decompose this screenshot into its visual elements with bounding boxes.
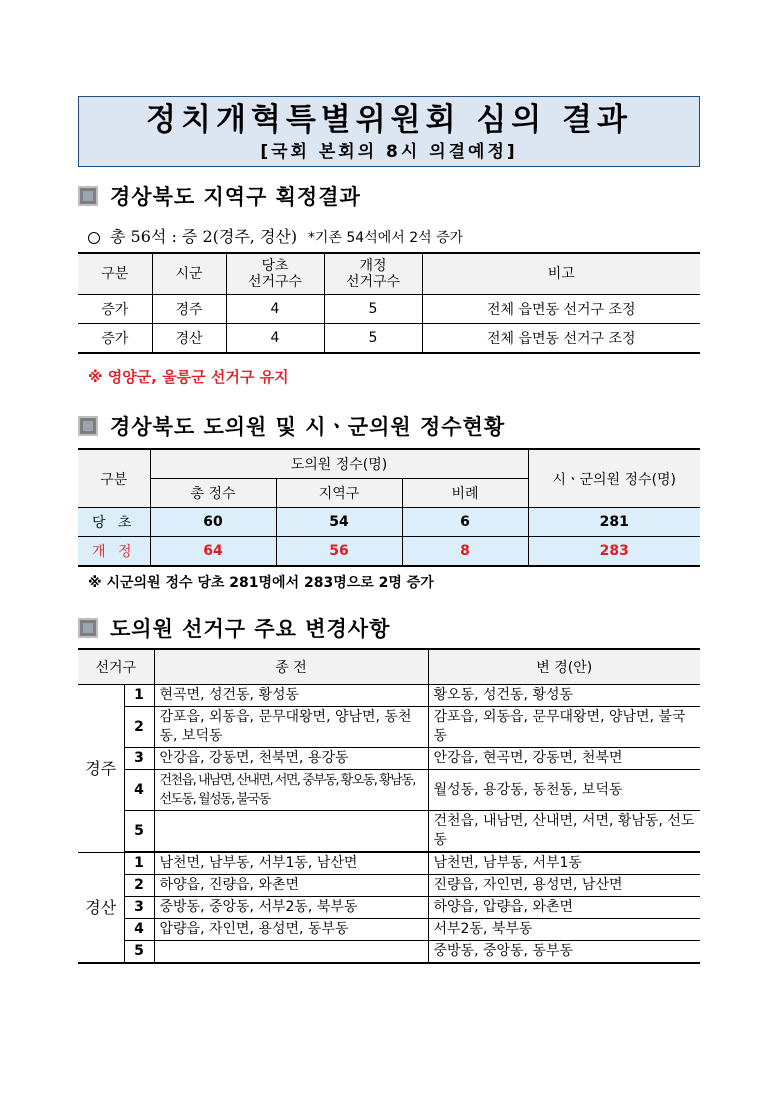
table-row [78,770,700,811]
table-cell: 8 [402,537,528,567]
table-cell: 4 [226,295,324,324]
before-cell: 중방동, 중앙동, 서부2동, 북부동 [154,897,428,919]
section1-heading [78,182,361,210]
table-row [78,919,700,941]
table-cell: 전체 읍면동 선거구 조정 [422,324,700,354]
table-cell: 5 [324,295,422,324]
after-cell: 건천읍, 내남면, 산내면, 서면, 황남동, 선도동 [428,811,700,853]
table-header-row [78,253,700,295]
square-bullet-icon [78,416,98,436]
district-name: 경산 [78,852,124,963]
district-number: 4 [124,919,154,941]
after-cell: 하양읍, 압량읍, 와촌면 [428,897,700,919]
district-number: 2 [124,875,154,897]
table-row [78,897,700,919]
table-row [78,941,700,964]
header-cell: 지역구 [276,479,402,508]
table-row [78,324,700,354]
table-header-row [78,449,700,479]
table-row [78,508,700,537]
section1-summary [88,224,463,247]
table-header-row [78,649,700,685]
header-cell: 종 전 [154,649,428,685]
table-cell: 경산 [152,324,226,354]
summary-note: *기존 54석에서 2석 증가 [307,230,464,246]
header-cell: 도의원 정수(명) [150,449,528,479]
district-number: 1 [124,852,154,875]
header-cell: 구분 [78,449,150,508]
header-cell: 선거구 [78,649,154,685]
district-number: 3 [124,897,154,919]
table-row [78,295,700,324]
before-cell: 안강읍, 강동면, 천북면, 용강동 [154,748,428,770]
after-cell: 월성동, 용강동, 동천동, 보덕동 [428,770,700,811]
district-name: 경주 [78,685,124,853]
district-number: 4 [124,770,154,811]
district-number: 2 [124,707,154,748]
page-subtitle: [국회 본회의 8시 의결예정] [260,142,518,162]
section1-title: 경상북도 지역구 획정결과 [110,185,361,209]
before-cell: 현곡면, 성건동, 황성동 [154,685,428,707]
table-cell: 56 [276,537,402,567]
district-number: 5 [124,941,154,964]
table-cell: 증가 [78,295,152,324]
before-cell: 남천면, 남부동, 서부1동, 남산면 [154,852,428,875]
after-cell: 서부2동, 북부동 [428,919,700,941]
header-cell: 당초 선거구수 [226,253,324,295]
section2-heading [78,412,505,440]
header-cell: 시ㆍ군의원 정수(명) [528,449,700,508]
header-cell: 개정 선거구수 [324,253,422,295]
table-cell: 경주 [152,295,226,324]
table-row [78,875,700,897]
table-row [78,707,700,748]
page-title: 정치개혁특별위원회 심의 결과 [146,102,632,138]
table-row [78,537,700,567]
header-cell: 비례 [402,479,528,508]
square-bullet-icon [78,186,98,206]
circle-bullet-icon [88,232,100,244]
table-cell: 283 [528,537,700,567]
after-cell: 감포읍, 외동읍, 문무대왕면, 양남면, 불국동 [428,707,700,748]
table-cell: 5 [324,324,422,354]
header-cell: 시군 [152,253,226,295]
table-cell: 64 [150,537,276,567]
section2-title: 경상북도 도의원 및 시ㆍ군의원 정수현황 [110,415,506,439]
before-cell [154,941,428,964]
table-row [78,811,700,853]
before-cell: 압량읍, 자인면, 용성면, 동부동 [154,919,428,941]
district-number: 1 [124,685,154,707]
section3-heading [78,614,390,642]
table-row [78,685,700,707]
table-cell: 281 [528,508,700,537]
row-label: 개 정 [78,537,150,567]
after-cell: 진량읍, 자인면, 용성면, 남산면 [428,875,700,897]
table-cell: 60 [150,508,276,537]
table-cell: 증가 [78,324,152,354]
row-label: 당 초 [78,508,150,537]
before-cell: 건천읍, 내남면, 산내면, 서면, 중부동, 황오동, 황남동, 선도동, 월성동, 불국동 [154,770,428,811]
table-row [78,852,700,875]
header-cell: 총 정수 [150,479,276,508]
header-cell: 구분 [78,253,152,295]
council-quota-table [78,448,700,567]
section3-title: 도의원 선거구 주요 변경사항 [110,617,391,641]
header-cell: 변 경(안) [428,649,700,685]
after-cell: 남천면, 남부동, 서부1동 [428,852,700,875]
square-bullet-icon [78,618,98,638]
section2-note: ※ 시군의원 정수 당초 281명에서 283명으로 2명 증가 [88,575,434,591]
after-cell: 황오동, 성건동, 황성동 [428,685,700,707]
header-cell: 비고 [422,253,700,295]
before-cell: 감포읍, 외동읍, 문무대왕면, 양남면, 동천동, 보덕동 [154,707,428,748]
table-cell: 전체 읍면동 선거구 조정 [422,295,700,324]
after-cell: 중방동, 중앙동, 동부동 [428,941,700,964]
summary-text: 총 56석 : 증 2(경주, 경산) [110,227,298,246]
before-cell [154,811,428,853]
before-cell: 하양읍, 진량읍, 와촌면 [154,875,428,897]
district-number: 5 [124,811,154,853]
section1-note: ※ 영양군, 울릉군 선거구 유지 [88,368,289,386]
table-cell: 6 [402,508,528,537]
table-cell: 4 [226,324,324,354]
table-row [78,748,700,770]
district-number: 3 [124,748,154,770]
district-change-table [78,648,700,964]
table-cell: 54 [276,508,402,537]
after-cell: 안강읍, 현곡면, 강동면, 천북면 [428,748,700,770]
title-box [78,96,700,167]
district-result-table [78,252,700,354]
